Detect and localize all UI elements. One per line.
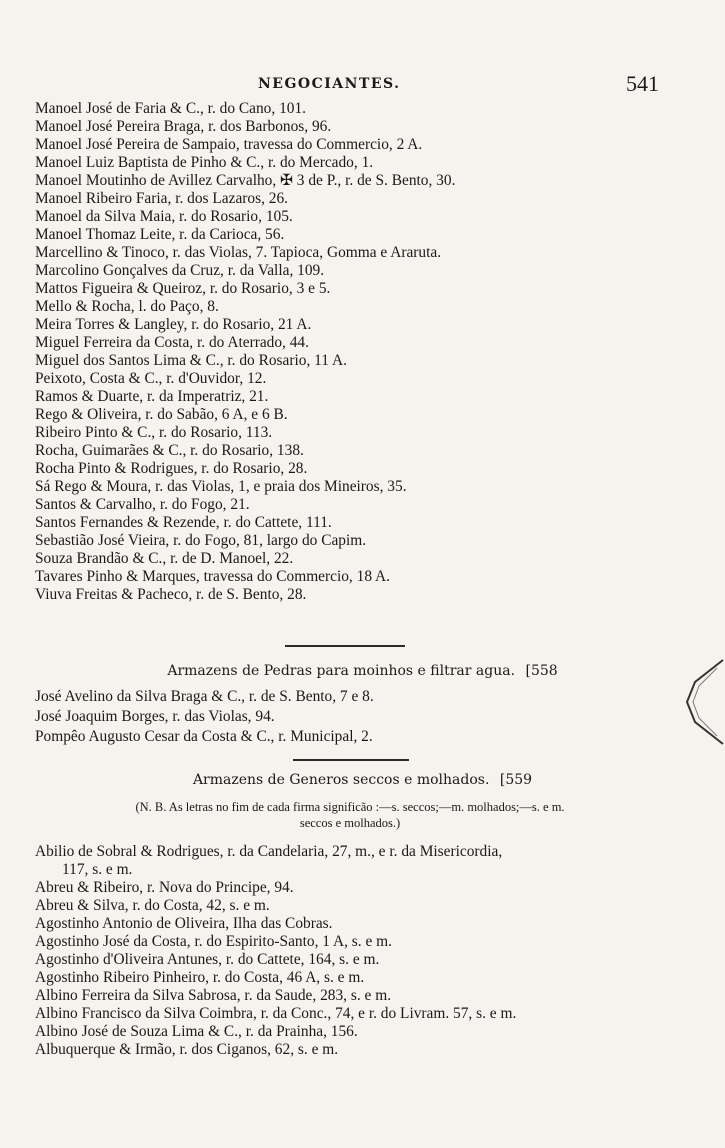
list-item: Souza Brandão & C., r. de D. Manoel, 22. xyxy=(35,550,294,567)
list-item-continuation: 117, s. e m. xyxy=(62,861,133,878)
list-item: Albuquerque & Irmão, r. dos Ciganos, 62, s. e m. xyxy=(35,1041,339,1058)
page-number: 541 xyxy=(626,71,659,96)
list-item: Agostinho Antonio de Oliveira, Ilha das Cobras. xyxy=(35,915,333,932)
abbreviation-note xyxy=(30,799,670,831)
list-item: Mello & Rocha, l. do Paço, 8. xyxy=(35,298,219,315)
list-item: Viuva Freitas & Pacheco, r. de S. Bento, 28. xyxy=(35,586,307,603)
list-item: Santos Fernandes & Rezende, r. do Cattete, 111. xyxy=(35,514,332,531)
list-item: Sá Rego & Moura, r. das Violas, 1, e praia dos Mineiros, 35. xyxy=(35,478,407,495)
list-item: Marcellino & Tinoco, r. das Violas, 7. Tapioca, Gomma e Araruta. xyxy=(35,244,442,261)
section-divider xyxy=(285,645,405,647)
list-item: Santos & Carvalho, r. do Fogo, 21. xyxy=(35,496,250,513)
list-item: Manoel Thomaz Leite, r. da Carioca, 56. xyxy=(35,226,285,243)
list-item: Manoel José Pereira de Sampaio, travessa do Commercio, 2 A. xyxy=(35,136,423,153)
section-ref-generos: [559 xyxy=(499,772,533,788)
list-item: Sebastião José Vieira, r. do Fogo, 81, largo do Capim. xyxy=(35,532,367,549)
list-item: Abreu & Ribeiro, r. Nova do Principe, 94. xyxy=(35,879,294,896)
section-divider xyxy=(293,759,409,761)
note-line: (N. B. As letras no fim de cada firma significão :—s. seccos;—m. molhados;—s. e m. xyxy=(135,800,565,814)
list-item: Rego & Oliveira, r. do Sabão, 6 A, e 6 B. xyxy=(35,406,288,423)
list-item: Mattos Figueira & Queiroz, r. do Rosario, 3 e 5. xyxy=(35,280,331,297)
section-heading-generos xyxy=(0,772,725,788)
page-header xyxy=(0,71,725,100)
list-item: Peixoto, Costa & C., r. d'Ouvidor, 12. xyxy=(35,370,267,387)
list-item: Manoel Moutinho de Avillez Carvalho, ✠ 3 de P., r. de S. Bento, 30. xyxy=(35,172,456,189)
list-item: Agostinho José da Costa, r. do Espirito-Santo, 1 A, s. e m. xyxy=(35,933,392,950)
list-item: Manoel Luiz Baptista de Pinho & C., r. do Mercado, 1. xyxy=(35,154,374,171)
list-item: Ribeiro Pinto & C., r. do Rosario, 113. xyxy=(35,424,273,441)
list-item: Manoel Ribeiro Faria, r. dos Lazaros, 26. xyxy=(35,190,289,207)
list-item: Rocha Pinto & Rodrigues, r. do Rosario, 28. xyxy=(35,460,308,477)
list-item: Albino José de Souza Lima & C., r. da Prainha, 156. xyxy=(35,1023,358,1040)
list-item: Albino Francisco da Silva Coimbra, r. da Conc., 74, e r. do Livram. 57, s. e m. xyxy=(35,1005,517,1022)
running-head: NEGOCIANTES. xyxy=(258,76,401,92)
list-item: Rocha, Guimarães & C., r. do Rosario, 138. xyxy=(35,442,304,459)
list-item: Abilio de Sobral & Rodrigues, r. da Candelaria, 27, m., e r. da Misericordia, xyxy=(35,843,503,860)
section-title-pedras: Armazens de Pedras para moinhos e filtrar agua. xyxy=(167,663,516,679)
list-item: José Joaquim Borges, r. das Violas, 94. xyxy=(35,708,275,725)
section-heading-pedras xyxy=(0,663,725,679)
list-item: Agostinho d'Oliveira Antunes, r. do Cattete, 164, s. e m. xyxy=(35,951,380,968)
note-line: seccos e molhados.) xyxy=(299,816,401,830)
list-item: Miguel Ferreira da Costa, r. do Aterrado, 44. xyxy=(35,334,309,351)
list-item: Manoel José de Faria & C., r. do Cano, 101. xyxy=(35,100,307,117)
section-ref-pedras: [558 xyxy=(525,663,558,679)
list-item: Pompêo Augusto Cesar da Costa & C., r. Municipal, 2. xyxy=(35,728,373,745)
list-item: José Avelino da Silva Braga & C., r. de S. Bento, 7 e 8. xyxy=(35,688,374,705)
page-edge-artifact xyxy=(677,658,725,746)
list-item: Marcolino Gonçalves da Cruz, r. da Valla, 109. xyxy=(35,262,325,279)
list-item: Abreu & Silva, r. do Costa, 42, s. e m. xyxy=(35,897,270,914)
list-item: Albino Ferreira da Silva Sabrosa, r. da Saude, 283, s. e m. xyxy=(35,987,392,1004)
list-item: Manoel José Pereira Braga, r. dos Barbonos, 96. xyxy=(35,118,332,135)
list-item: Ramos & Duarte, r. da Imperatriz, 21. xyxy=(35,388,269,405)
list-item: Miguel dos Santos Lima & C., r. do Rosario, 11 A. xyxy=(35,352,347,369)
list-item: Meira Torres & Langley, r. do Rosario, 21 A. xyxy=(35,316,312,333)
section-title-generos: Armazens de Generos seccos e molhados. xyxy=(192,772,490,788)
list-item: Manoel da Silva Maia, r. do Rosario, 105. xyxy=(35,208,293,225)
list-item: Agostinho Ribeiro Pinheiro, r. do Costa, 46 A, s. e m. xyxy=(35,969,365,986)
list-item: Tavares Pinho & Marques, travessa do Commercio, 18 A. xyxy=(35,568,390,585)
